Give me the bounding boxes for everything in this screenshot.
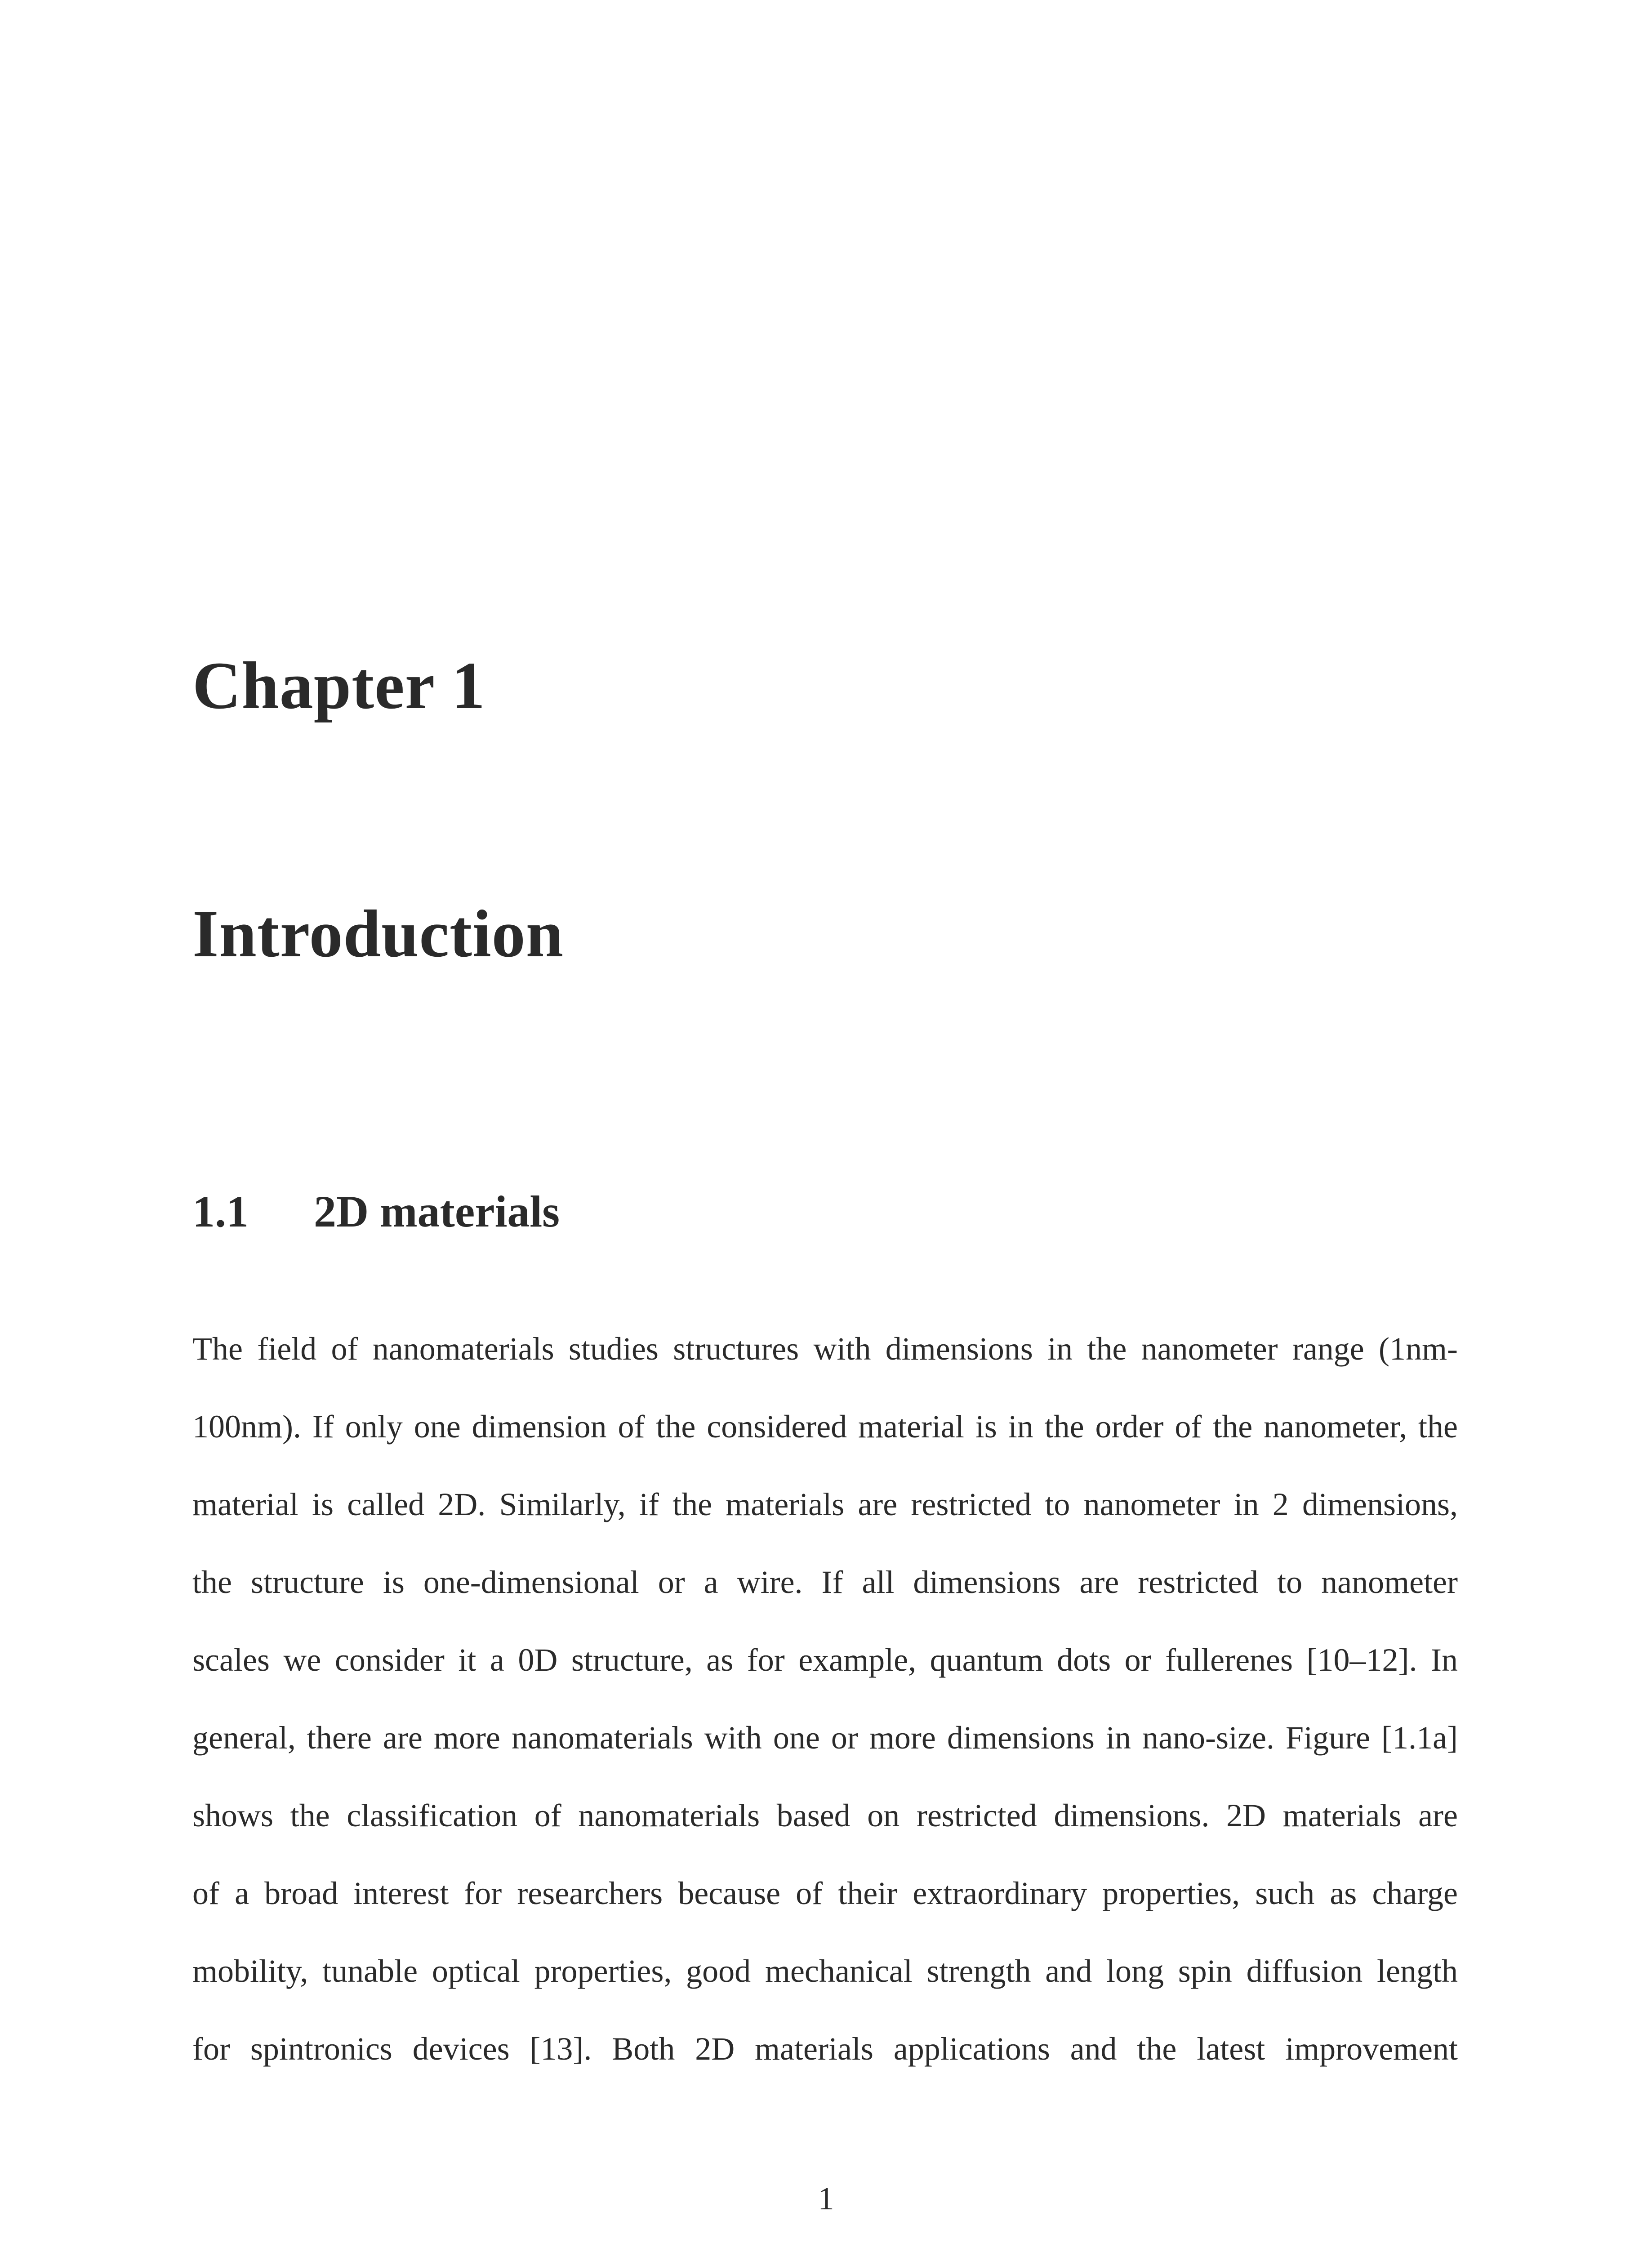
chapter-label: Chapter 1 <box>192 648 486 723</box>
paragraph-line: the structure is one-dimensional or a wire. If all dimensions are restricted to nanometer <box>192 1564 1458 1600</box>
page-number: 1 <box>818 2181 834 2217</box>
paragraph-line: shows the classification of nanomaterials based on restricted dimensions. 2D materials are <box>192 1798 1458 1833</box>
paragraph-line: general, there are more nanomaterials with one or more dimensions in nano-size. Figure [1.1a] <box>192 1720 1458 1756</box>
section-heading <box>192 1186 560 1236</box>
paragraph-line: material is called 2D. Similarly, if the materials are restricted to nanometer in 2 dimensions, <box>192 1486 1458 1522</box>
paragraph-line: for spintronics devices [13]. Both 2D materials applications and the latest improvement <box>192 2031 1458 2067</box>
paragraph-line: mobility, tunable optical properties, good mechanical strength and long spin diffusion length <box>192 1953 1458 1989</box>
paragraph-line: 100nm). If only one dimension of the considered material is in the order of the nanometer, the <box>192 1409 1458 1445</box>
chapter-title: Introduction <box>192 897 564 971</box>
body-paragraph <box>192 1326 1458 2104</box>
section-title: 2D materials <box>314 1186 560 1236</box>
paragraph-line: scales we consider it a 0D structure, as for example, quantum dots or fullerenes [10–12]. In <box>192 1642 1458 1678</box>
section-number: 1.1 <box>192 1186 249 1236</box>
paragraph-line: The field of nanomaterials studies structures with dimensions in the nanometer range (1nm- <box>192 1331 1458 1367</box>
paragraph-line: of a broad interest for researchers because of their extraordinary properties, such as charge <box>192 1875 1458 1911</box>
